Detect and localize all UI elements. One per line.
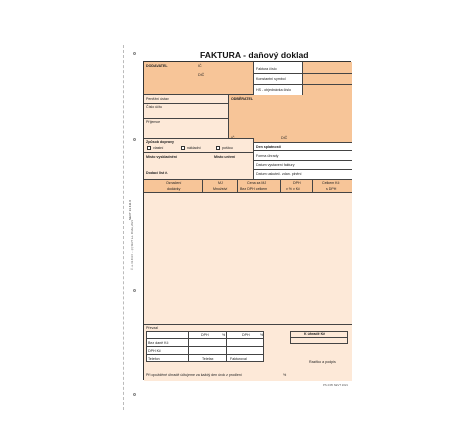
items-table-body[interactable]: [144, 193, 352, 324]
issue-date-label: Datum vystavení faktury: [256, 163, 295, 167]
col-header: MJ: [218, 181, 223, 185]
checkbox-mail[interactable]: [216, 146, 220, 150]
punch-hole: [133, 393, 136, 396]
base-label: Bez daně Kč: [148, 341, 169, 345]
footer-note: Při opožděné úhradě účtujeme za každý den úrok z prodlení: [146, 373, 242, 377]
vat-dph-label: DPH: [242, 333, 250, 337]
col-header: Označení: [166, 181, 182, 185]
page-title: FAKTURA - daňový doklad: [200, 50, 309, 60]
col-header: dodávky: [167, 187, 181, 191]
invoice-number-label: Faktura číslo: [256, 67, 277, 71]
checkbox-own[interactable]: [147, 146, 151, 150]
bank-label: Peněžní ústav: [146, 97, 169, 101]
received-label: Převzal: [146, 326, 158, 330]
transport-label: Způsob dopravy: [146, 140, 174, 144]
supplier-ic: IČ: [198, 64, 202, 68]
account-label: Číslo účtu: [146, 105, 162, 109]
tax-date-label: Datum uskuteč. zdan. plnění: [256, 172, 302, 176]
destination-label: Místo určení: [214, 155, 236, 159]
col-header: v % v Kč: [286, 187, 300, 191]
customer-label: ODBĚRATEL: [231, 97, 254, 101]
variable-symbol-label: Konstantní symbol: [256, 77, 286, 81]
footer-pct: %: [283, 373, 287, 377]
vat-pct-label: %: [222, 333, 226, 337]
punch-hole: [133, 138, 136, 141]
punch-hole: [133, 289, 136, 292]
perforation-line: [123, 45, 124, 410]
side-text-2: Č. a. 13 411 0 ... (c) SEVT a.s. Praha, 2021: [131, 220, 134, 270]
delivery-note-label: Dodací list č.: [146, 171, 169, 175]
payment-method-label: Forma úhrady: [256, 154, 279, 158]
col-header: Množství: [213, 187, 228, 191]
punch-hole: [133, 52, 136, 55]
bank-box: [144, 95, 229, 138]
col-header: Celkem Kč: [322, 181, 340, 185]
col-header: s DPH: [326, 187, 337, 191]
supplier-label: DODAVATEL: [146, 64, 168, 68]
recipient-label: Příjemce: [146, 120, 161, 124]
due-date-label: Den splatnosti: [256, 145, 281, 149]
col-header: DPH: [293, 181, 301, 185]
col-header: Cena za MJ: [247, 181, 267, 185]
invoice-form: [143, 61, 351, 380]
side-text: SEVT 13 411 0: [128, 199, 132, 220]
checkbox-mail-label: poštou: [222, 146, 233, 150]
meta-values: [302, 62, 352, 95]
checkbox-freight-label: nákladní: [187, 146, 201, 150]
customer-dic: DIČ: [281, 136, 288, 140]
total-label: K úhradě Kč: [304, 332, 326, 336]
fax-label: Telefax: [202, 357, 214, 361]
form-code: PS 2/05 SEVT 2021: [323, 383, 348, 387]
col-header: Bez DPH celkem: [240, 187, 268, 191]
issued-label: Fakturoval: [230, 357, 247, 361]
checkbox-own-label: vlastní: [153, 146, 164, 150]
stamp-label: Razítko a podpis: [309, 360, 336, 364]
checkbox-freight[interactable]: [181, 146, 185, 150]
order-number-label: HS - objednávka číslo: [256, 88, 291, 92]
vat-dph-label: DPH: [201, 333, 209, 337]
phone-label: Telefon: [148, 357, 160, 361]
customer-box: [229, 95, 352, 143]
dph-kc-label: DPH Kč: [148, 349, 161, 353]
loading-place-label: Místo vyskladnění: [146, 155, 177, 159]
vat-pct-label: %: [260, 333, 264, 337]
supplier-dic: DIČ: [198, 73, 205, 77]
